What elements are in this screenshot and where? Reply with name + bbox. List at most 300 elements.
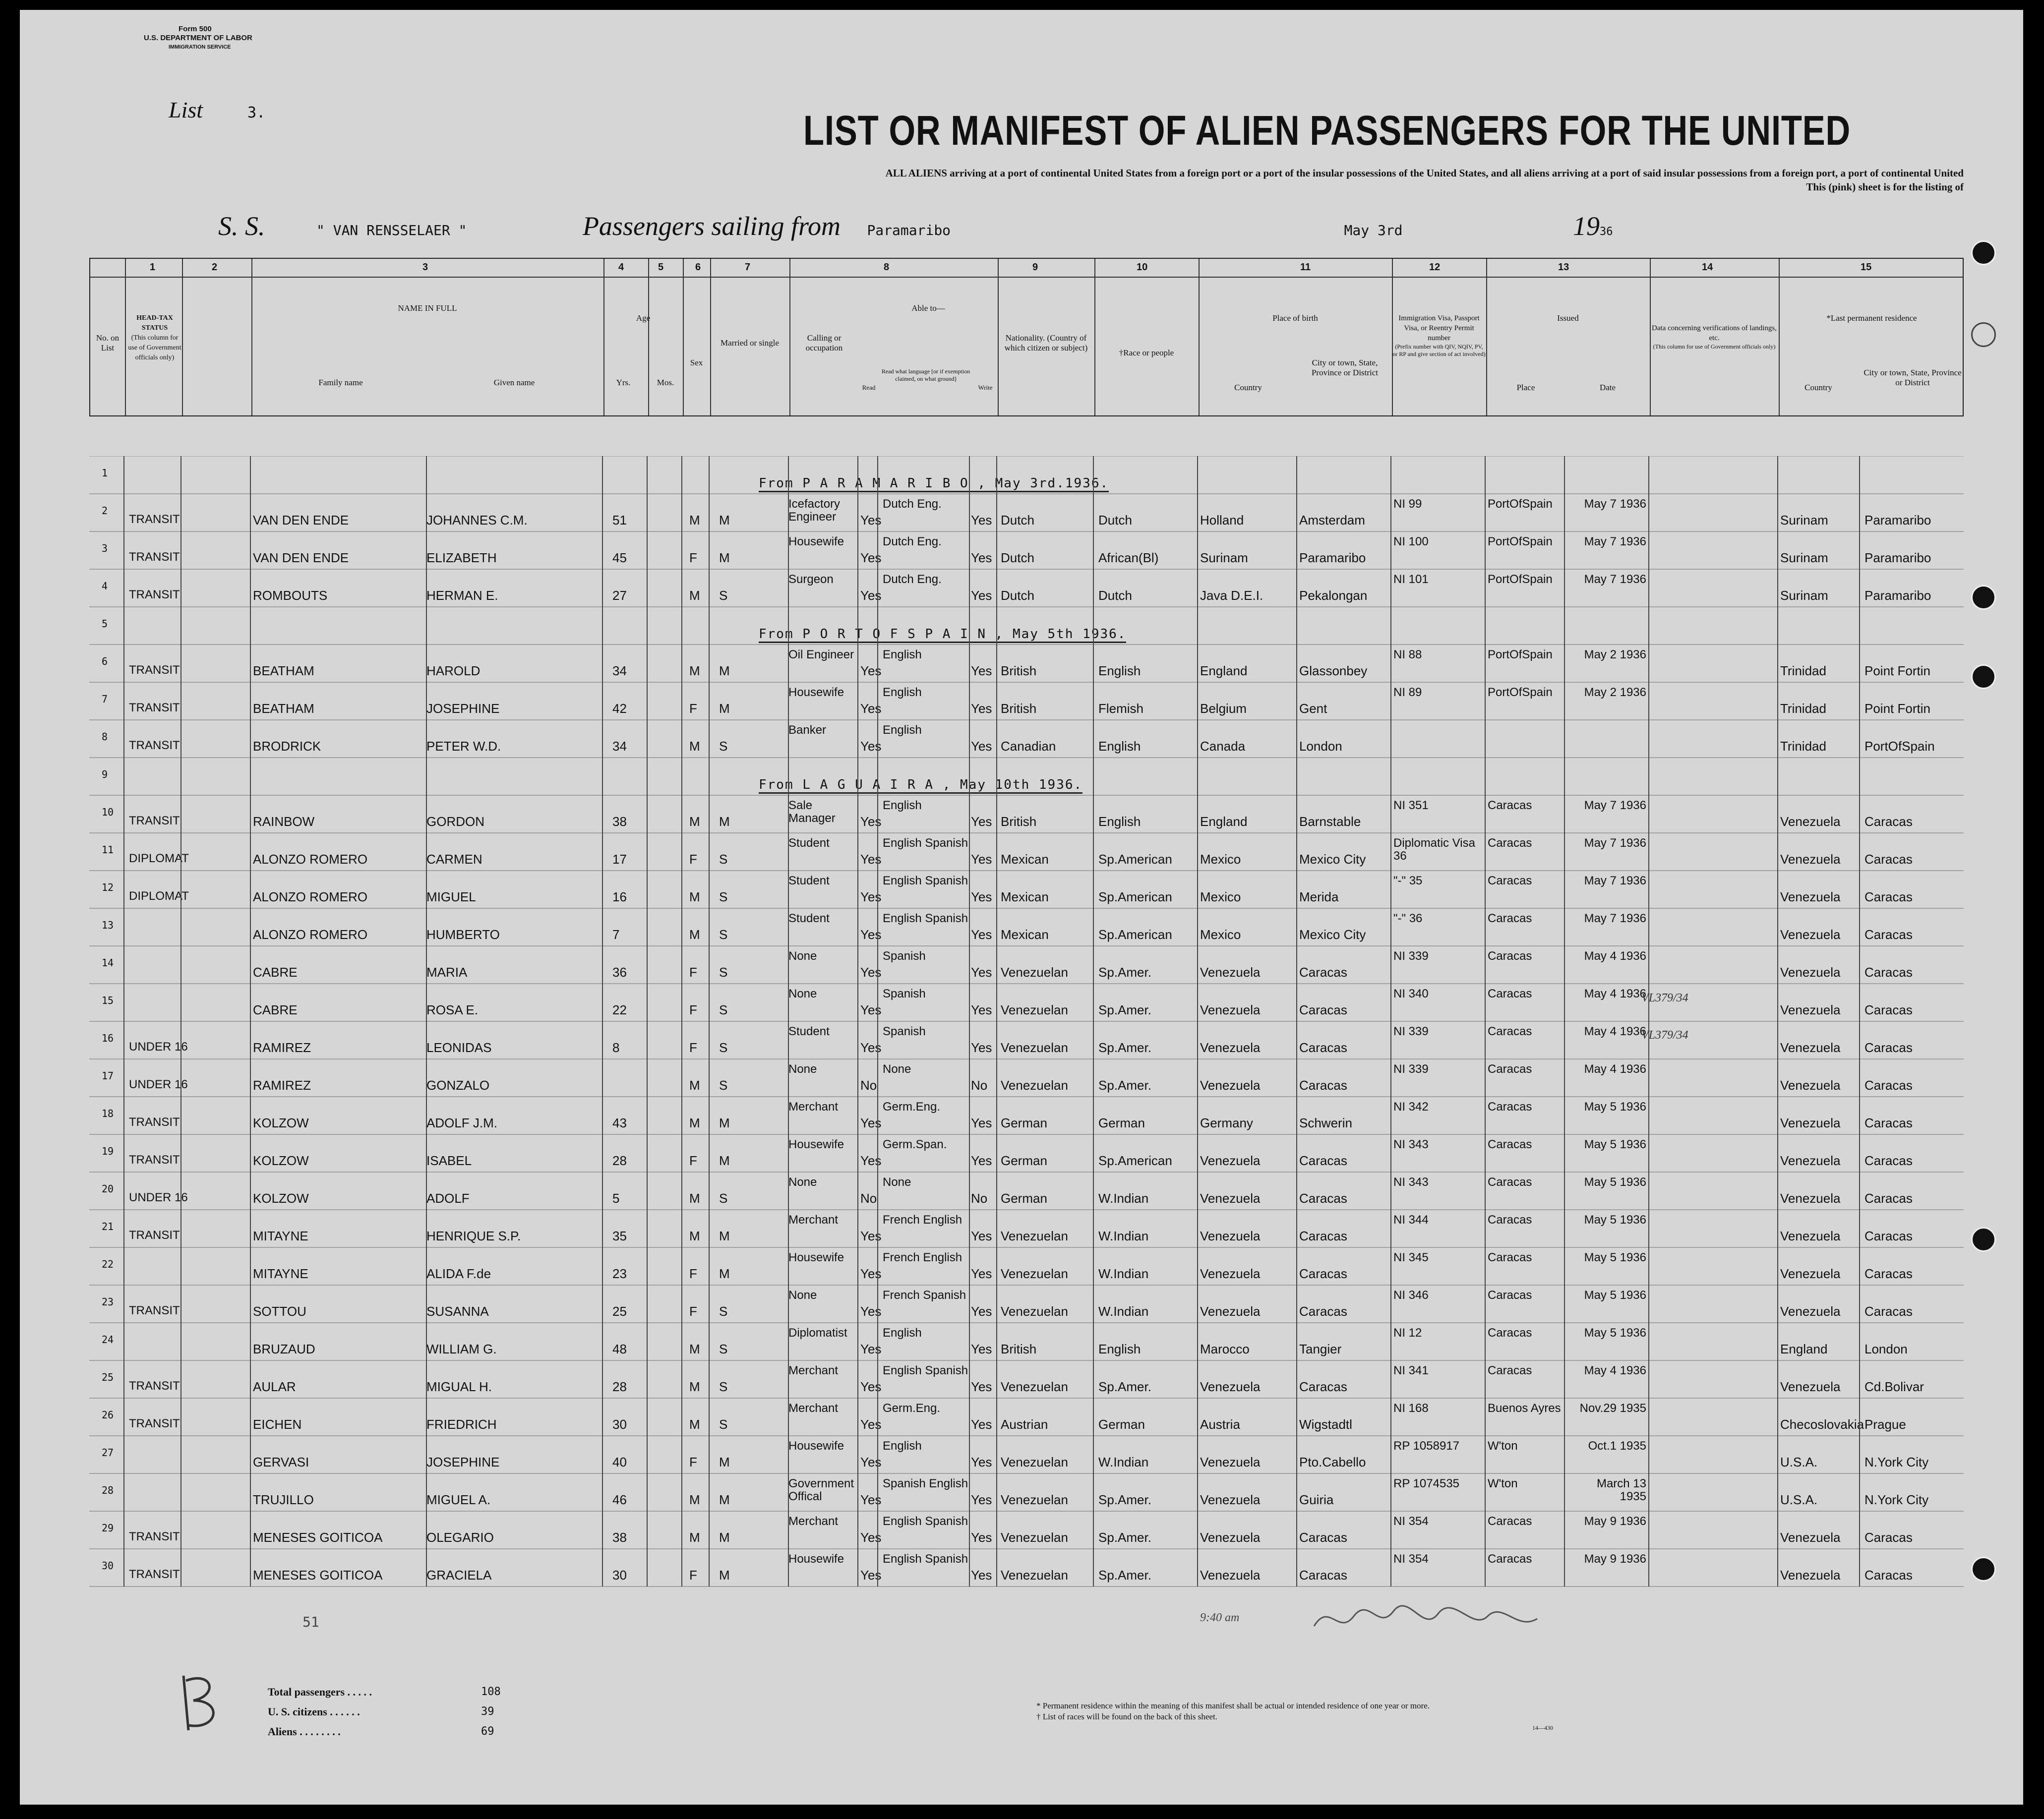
can-read: Yes [860,1153,882,1168]
sex: M [689,889,700,904]
family-name: ALONZO ROMERO [253,927,368,942]
can-write: Yes [971,1266,992,1281]
header-birth-country: Country [1234,383,1262,392]
col-divider [683,259,684,415]
visa-number: Diplomatic Visa 36 [1393,836,1475,863]
given-name: ADOLF [426,1191,470,1206]
manifest-title: LIST OR MANIFEST OF ALIEN PASSENGERS FOR THE UNITED [803,107,1851,154]
can-read: Yes [860,1342,882,1356]
visa-number: NI 339 [1393,1062,1429,1076]
row-index: 12 [102,881,114,893]
given-name: LEONIDAS [426,1040,492,1055]
col-number: 1 [150,262,156,273]
marital-status: S [719,927,728,942]
header-head-tax [127,313,182,363]
issued-date: May 4 1936 [1584,1025,1646,1038]
nationality: Venezuelan [1001,1455,1068,1469]
race: Sp.American [1098,927,1172,942]
row-index: 5 [102,618,108,630]
birth-city: Glassonbey [1299,663,1368,678]
issued-place: Caracas [1488,1138,1532,1151]
issued-date: Oct.1 1935 [1588,1439,1646,1453]
sex: M [689,1115,700,1130]
residence-city: Caracas [1864,1115,1913,1130]
marital-status: M [719,1530,730,1545]
given-name: ELIZABETH [426,550,497,565]
header-no-on-list: No. on List [96,333,120,352]
can-read: Yes [860,965,882,980]
residence-country: England [1780,1342,1828,1356]
header-issued: Issued [1557,313,1579,323]
row-index: 21 [102,1221,114,1232]
row-index: 6 [102,655,108,667]
read-language: Dutch Eng. [883,497,942,511]
family-name: RAMIREZ [253,1078,311,1093]
col-number: 9 [1032,262,1038,273]
residence-city: Cd.Bolivar [1864,1379,1924,1394]
occupation: Housewife [788,1138,844,1151]
issued-date: May 5 1936 [1584,1326,1646,1340]
birth-city: London [1299,739,1342,754]
marital-status: S [719,1379,728,1394]
row-index: 13 [102,919,114,931]
race: English [1098,814,1141,829]
occupation: Merchant [788,1364,839,1377]
residence-city: Caracas [1864,1229,1913,1243]
read-language: English [883,1326,922,1340]
race: W.Indian [1098,1304,1149,1319]
residence-city: N.York City [1864,1492,1929,1507]
birth-country: Venezuela [1200,1191,1261,1206]
header-given-name: Given name [493,378,535,387]
residence-city: Point Fortin [1864,663,1930,678]
family-name: CABRE [253,1002,298,1017]
issued-place: Caracas [1488,1251,1532,1264]
binder-hole [1971,240,1996,265]
read-language: None [883,1175,911,1189]
birth-country: Venezuela [1200,965,1261,980]
head-tax-status: TRANSIT [129,701,180,714]
given-name: ALIDA F.de [426,1266,491,1281]
birth-country: Mexico [1200,852,1241,867]
birth-country: Holland [1200,513,1244,528]
can-read: Yes [860,1040,882,1055]
residence-city: Caracas [1864,1530,1913,1545]
birth-country: Venezuela [1200,1078,1261,1093]
birth-country: Java D.E.I. [1200,588,1263,603]
visa-number: "-" 36 [1393,912,1423,925]
age-years: 34 [612,663,627,678]
occupation: Housewife [788,535,844,548]
head-tax-status: TRANSIT [129,814,180,827]
family-name: MITAYNE [253,1229,308,1243]
residence-city: Caracas [1864,1568,1913,1583]
residence-city: Caracas [1864,1153,1913,1168]
age-years: 7 [612,927,620,942]
col-divider [603,259,604,415]
nationality: German [1001,1191,1047,1206]
service-name: IMMIGRATION SERVICE [169,44,231,50]
nationality: Mexican [1001,852,1049,867]
sex: F [689,1040,697,1055]
birth-country: Venezuela [1200,1379,1261,1394]
sex: M [689,1342,700,1356]
read-language: French Spanish [883,1289,966,1302]
issued-place: W'ton [1488,1439,1518,1453]
birth-city: Caracas [1299,1568,1347,1583]
issued-place: Caracas [1488,799,1532,812]
header-calling: Calling or occupation [805,333,843,352]
visa-number: RP 1058917 [1393,1439,1460,1453]
residence-country: Venezuela [1780,852,1841,867]
issued-place: PortOfSpain [1488,535,1553,548]
visa-number: NI 101 [1393,573,1429,586]
can-write: Yes [971,513,992,528]
issued-place: Caracas [1488,1289,1532,1302]
birth-city: Gent [1299,701,1327,716]
read-language: Spanish [883,987,926,1000]
sex: M [689,1379,700,1394]
given-name: HERMAN E. [426,588,498,603]
given-name: MARIA [426,965,468,980]
can-read: Yes [860,852,882,867]
issued-date: May 4 1936 [1584,987,1646,1000]
occupation: None [788,1175,817,1189]
residence-country: Checoslovakia [1780,1417,1864,1432]
col-number: 13 [1558,262,1569,273]
read-language: English [883,1439,922,1453]
head-tax-status: TRANSIT [129,550,180,564]
sex: F [689,1304,697,1319]
birth-city: Pekalongan [1299,588,1368,603]
occupation: None [788,987,817,1000]
can-write: Yes [971,701,992,716]
race: Sp.American [1098,1153,1172,1168]
issued-place: Caracas [1488,1552,1532,1566]
nationality: Venezuelan [1001,1002,1068,1017]
visa-number: NI 88 [1393,648,1422,661]
occupation: Merchant [788,1402,839,1415]
marital-status: M [719,1266,730,1281]
can-write: Yes [971,1002,992,1017]
header-write: Write [978,384,993,391]
birth-city: Guiria [1299,1492,1334,1507]
can-read: Yes [860,1379,882,1394]
total-citizens-value: 39 [481,1705,494,1718]
residence-city: Prague [1864,1417,1906,1432]
issued-place: Caracas [1488,1062,1532,1076]
marital-status: M [719,701,730,716]
visa-number: NI 343 [1393,1138,1429,1151]
row-index: 20 [102,1183,114,1195]
marital-status: M [719,663,730,678]
can-write: Yes [971,1530,992,1545]
nationality: German [1001,1115,1047,1130]
head-tax-status: TRANSIT [129,1229,180,1242]
residence-country: U.S.A. [1780,1455,1818,1469]
can-read: Yes [860,550,882,565]
marital-status: S [719,1417,728,1432]
nationality: Venezuelan [1001,1379,1068,1394]
occupation: Student [788,874,830,887]
residence-city: N.York City [1864,1455,1929,1469]
nationality: Venezuelan [1001,1040,1068,1055]
birth-city: Caracas [1299,1078,1347,1093]
header-res-country: Country [1804,383,1832,392]
given-name: JOSEPHINE [426,1455,500,1469]
header-family-name: Family name [318,378,363,387]
issued-date: May 4 1936 [1584,1062,1646,1076]
col-number: 5 [658,262,664,273]
nationality: Venezuelan [1001,1266,1068,1281]
header-name-in-full: NAME IN FULL [398,303,457,313]
given-name: CARMEN [426,852,482,867]
birth-country: Venezuela [1200,1530,1261,1545]
binder-hole [1971,664,1996,689]
nationality: Venezuelan [1001,1530,1068,1545]
residence-country: Venezuela [1780,1568,1841,1583]
row-index: 2 [102,505,108,517]
row-index: 25 [102,1371,114,1383]
head-tax-note: (This column for use of Government officials only) [128,334,181,361]
given-name: ADOLF J.M. [426,1115,498,1130]
col-number: 15 [1861,262,1872,273]
header-issued-date: Date [1599,383,1616,392]
can-write: Yes [971,739,992,754]
can-write: Yes [971,588,992,603]
race: Sp.Amer. [1098,1530,1151,1545]
nationality: British [1001,701,1037,716]
can-write: Yes [971,889,992,904]
marital-status: S [719,588,728,603]
issued-date: May 7 1936 [1584,836,1646,850]
given-name: GONZALO [426,1078,490,1093]
head-tax-status: TRANSIT [129,1379,180,1393]
row-index: 3 [102,542,108,554]
can-write: Yes [971,814,992,829]
read-language: English Spanish [883,1515,968,1528]
residence-city: Caracas [1864,1191,1913,1206]
residence-country: Venezuela [1780,1229,1841,1243]
can-read: Yes [860,1115,882,1130]
visa-number: NI 99 [1393,497,1422,511]
race: Sp.Amer. [1098,965,1151,980]
birth-city: Mexico City [1299,927,1366,942]
can-write: Yes [971,1379,992,1394]
read-language: English Spanish [883,874,968,887]
visa-note: (Prefix number with QIV, NQIV, PV, or RP and give section of act involved) [1392,343,1486,357]
issued-place: Caracas [1488,1364,1532,1377]
nationality: British [1001,663,1037,678]
birth-city: Caracas [1299,1040,1347,1055]
nationality: Venezuelan [1001,965,1068,980]
family-name: BEATHAM [253,663,314,678]
residence-country: Venezuela [1780,1115,1841,1130]
header-read: Read [862,384,876,391]
given-name: ISABEL [426,1153,472,1168]
read-language: French English [883,1251,962,1264]
year-suffix: 36 [1600,226,1613,238]
can-read: Yes [860,889,882,904]
marital-status: S [719,852,728,867]
birth-country: Surinam [1200,550,1248,565]
sex: M [689,1229,700,1243]
birth-country: Venezuela [1200,1492,1261,1507]
nationality: Venezuelan [1001,1078,1068,1093]
birth-country: Venezuela [1200,1229,1261,1243]
nationality: Canadian [1001,739,1056,754]
col-number: 4 [618,262,624,273]
can-read: Yes [860,513,882,528]
nationality: German [1001,1153,1047,1168]
race: W.Indian [1098,1455,1149,1469]
residence-city: Paramaribo [1864,513,1931,528]
residence-city: Caracas [1864,852,1913,867]
birth-country: Venezuela [1200,1266,1261,1281]
nationality: Austrian [1001,1417,1048,1432]
form-identifier [144,25,252,52]
issued-place: W'ton [1488,1477,1518,1490]
issued-date: May 9 1936 [1584,1515,1646,1528]
can-read: Yes [860,1229,882,1243]
birth-city: Paramaribo [1299,550,1366,565]
family-name: MENESES GOITICOA [253,1530,383,1545]
col-number: 7 [745,262,751,273]
age-years: 43 [612,1115,627,1130]
read-language: French English [883,1213,962,1227]
occupation: Diplomatist [788,1326,847,1340]
bottom-count: 51 [302,1614,319,1630]
issued-date: May 5 1936 [1584,1138,1646,1151]
residence-city: Caracas [1864,965,1913,980]
sex: F [689,965,697,980]
birth-country: England [1200,663,1248,678]
visa-number: NI 168 [1393,1402,1429,1415]
issued-date: May 7 1936 [1584,912,1646,925]
read-language: English Spanish [883,836,968,850]
race: African(Bl) [1098,550,1159,565]
header-res-city: City or town, State, Province or District [1864,368,1962,387]
read-language: Germ.Eng. [883,1100,941,1114]
issued-place: Caracas [1488,1100,1532,1114]
given-name: HAROLD [426,663,481,678]
issued-place: PortOfSpain [1488,573,1553,586]
visa-number: NI 351 [1393,799,1429,812]
manifest-page [20,10,2023,1805]
header-mos: Mos. [657,378,674,387]
total-passengers-value: 108 [481,1686,501,1698]
nationality: British [1001,1342,1037,1356]
head-tax-status: UNDER 16 [129,1191,188,1204]
age-years: 40 [612,1455,627,1469]
can-read: Yes [860,1417,882,1432]
issued-date: May 5 1936 [1584,1100,1646,1114]
manifest-subtitle [169,166,1964,194]
head-tax-status: TRANSIT [129,513,180,526]
issued-date: May 5 1936 [1584,1251,1646,1264]
birth-city: Caracas [1299,1379,1347,1394]
marital-status: M [719,1115,730,1130]
issued-date: May 7 1936 [1584,497,1646,511]
visa-number: "-" 35 [1393,874,1423,887]
sex: F [689,701,697,716]
issued-date: May 7 1936 [1584,874,1646,887]
age-years: 28 [612,1379,627,1394]
residence-country: Venezuela [1780,1040,1841,1055]
family-name: ALONZO ROMERO [253,889,368,904]
residence-country: Venezuela [1780,814,1841,829]
marital-status: S [719,1040,728,1055]
birth-city: Caracas [1299,1530,1347,1545]
sex: M [689,588,700,603]
marital-status: S [719,1002,728,1017]
sex: F [689,1002,697,1017]
issued-date: May 5 1936 [1584,1175,1646,1189]
given-name: PETER W.D. [426,739,501,754]
family-name: MITAYNE [253,1266,308,1281]
occupation: Housewife [788,1251,844,1264]
visa-number: NI 343 [1393,1175,1429,1189]
birth-country: Austria [1200,1417,1240,1432]
row-index: 7 [102,693,108,705]
issued-date: May 5 1936 [1584,1289,1646,1302]
col-divider [710,259,711,415]
can-read: Yes [860,1568,882,1583]
visa-number: RP 1074535 [1393,1477,1460,1490]
col-divider [251,259,252,415]
header-place-of-birth: Place of birth [1272,313,1318,323]
family-name: EICHEN [253,1417,302,1432]
totals-block [268,1686,545,1745]
birth-country: Venezuela [1200,1568,1261,1583]
age-years: 5 [612,1191,620,1206]
landing-note-row-15: VL379/34 [1641,1029,1688,1042]
row-index: 19 [102,1145,114,1157]
issued-date: May 2 1936 [1584,686,1646,699]
residence-country: Venezuela [1780,889,1841,904]
birth-city: Merida [1299,889,1339,904]
nationality: Dutch [1001,513,1034,528]
sex: M [689,1078,700,1093]
row-index: 24 [102,1334,114,1346]
section-heading: From L A G U A I R A , May 10th 1936. [759,777,1082,794]
row-index: 29 [102,1522,114,1534]
birth-city: Caracas [1299,1002,1347,1017]
issued-place: Buenos Ayres [1488,1402,1561,1415]
residence-city: Caracas [1864,1078,1913,1093]
issued-place: Caracas [1488,1326,1532,1340]
marital-status: M [719,1492,730,1507]
row-index: 22 [102,1258,114,1270]
binder-hole [1971,1557,1996,1582]
head-tax-title: HEAD-TAX STATUS [136,314,173,332]
can-write: No [971,1078,988,1093]
can-read: Yes [860,1530,882,1545]
can-write: No [971,1191,988,1206]
issued-date: May 7 1936 [1584,535,1646,548]
age-years: 38 [612,814,627,829]
visa-number: NI 339 [1393,1025,1429,1038]
race: Sp.American [1098,889,1172,904]
print-code: 14—430 [1532,1724,1553,1731]
landings-note: (This column for use of Government officials only) [1653,343,1776,350]
occupation: Merchant [788,1515,839,1528]
race: Sp.Amer. [1098,1379,1151,1394]
occupation: Government Offical [788,1477,854,1503]
age-years: 28 [612,1153,627,1168]
age-years: 38 [612,1530,627,1545]
head-tax-status: TRANSIT [129,663,180,677]
